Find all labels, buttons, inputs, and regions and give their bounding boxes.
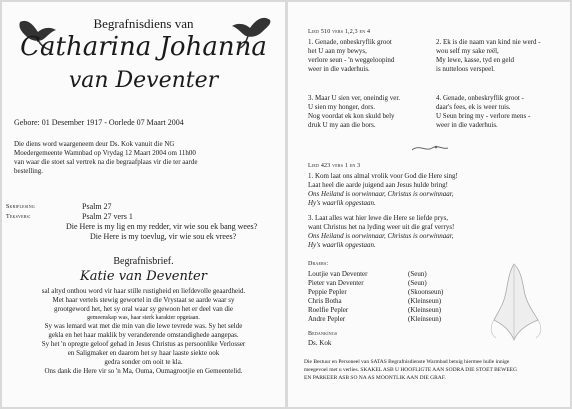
deceased-name-line1: Catharina Johanna <box>20 32 267 62</box>
bearer-name: Loutjie van Deventer <box>308 270 368 278</box>
service-line: Moedergemeente Wamnbad op Vrydag 12 Maart 2004 om 11h00 <box>14 149 196 157</box>
footer-line: EN PARKEER ASB SO NA AS MOONTLIK AAN DIE GRAF. <box>304 375 446 381</box>
obituary-text <box>2 287 285 376</box>
obituary-line: en Saligmaker en daarom het sy haar laaste siekte ook <box>67 349 220 357</box>
hymn1-verse4 <box>436 94 531 129</box>
service-info <box>14 140 197 176</box>
bearer-row <box>308 288 443 297</box>
verse-line: 2. Ek is die naam van kind nie werd - <box>436 38 541 46</box>
hymn1-verse3 <box>308 94 401 129</box>
hymn2-verse3 <box>308 214 454 250</box>
bearer-name: Pieter van Deventer <box>308 279 364 287</box>
obituary-line: sal altyd onthou word vir haar stille rustigheid en liefdevolle geaardheid. <box>41 287 246 295</box>
service-line: van waar die stoet sal vertrek na die begraafplaas vir die ter aarde <box>14 158 198 166</box>
heading: Begrafnisdiens van <box>93 16 194 31</box>
bearer-role: (Kleinseun) <box>408 297 442 305</box>
bearer-row <box>308 306 443 315</box>
verse-line: Nog voordat ek kon skuld bely <box>308 112 395 120</box>
hymn1-verse2 <box>436 38 541 74</box>
obituary-line: gekla en het haar maklik by veranderende omstandighede aangepas. <box>48 331 239 339</box>
flourish-divider-icon <box>410 142 450 154</box>
scripture-label: Skriflesing <box>6 204 35 210</box>
deceased-name-line2: van Deventer <box>68 68 219 93</box>
footer-notice <box>304 358 517 382</box>
right-page <box>288 2 570 407</box>
bearer-row <box>308 270 443 279</box>
bearer-name: Roelfie Pepler <box>308 306 349 314</box>
scripture-value: Psalm 27 <box>82 202 112 211</box>
bearer-role: (Kleinseun) <box>408 306 442 314</box>
bearer-row <box>308 315 443 324</box>
verse-line: Laat heel die aarde juigend aan Jesus hulde bring! <box>308 181 448 189</box>
praying-hands-icon <box>484 260 548 344</box>
bearers-list <box>308 270 443 324</box>
hymn1-verse1 <box>308 38 394 74</box>
text-value: Psalm 27 vers 1 <box>82 212 133 221</box>
obituary-name: Katie van Deventer <box>80 269 207 284</box>
footer-line: Die Bestuur en Personeel van SATAS Begrafnisdienste Warmbad betuig hiermee hulle innige <box>304 359 510 365</box>
obituary-line: gemeenskap was, haar sterk karakter opgetaan. <box>87 315 200 321</box>
verse-line: weer in die vaderhuis. <box>308 65 370 73</box>
refrain-line: Ons Heiland is oorwinnaar, Christus is oorwinnaar, <box>308 190 454 198</box>
obituary-line: Sy het 'n opregte geloof gehad in Jesus Christus as persoonlike Verlosser <box>41 340 246 348</box>
bearer-row <box>308 279 443 288</box>
obituary-line: Met haar vertels stewig gewortel in die Vrystaat se aarde waar sy <box>52 296 235 304</box>
verse-line: 3. Laat alles wat hier lewe die Here se liefde prys, <box>308 214 448 222</box>
verse-line: 1. Genade, onbeskryflik groot <box>308 38 392 46</box>
verse-line: weer in die vaderhuis. <box>436 121 498 129</box>
verse-line: wou self my sake reël, <box>436 47 499 55</box>
footer-line: meegevoel met u verlies. SKAKEL ASB U HOOFLIGTE AAN SODRA DIE STOET BEWEEG <box>304 367 518 373</box>
left-page <box>2 2 285 407</box>
text-line: Die Here is my lig en my redder, vir wie sou ek bang wees? <box>66 222 258 231</box>
obituary-heading: Begrafnisbrief. <box>113 256 174 267</box>
verse-line: My lewe, kasse, tyd en geld <box>436 56 514 64</box>
bearer-name: Chris Botha <box>308 297 342 305</box>
verse-line: is nutteloos verspeel. <box>436 65 495 73</box>
refrain-line: Hy's waarlik opgestaan. <box>308 241 376 249</box>
verse-line: U sien my honger, dors. <box>308 103 375 111</box>
verse-line: het U aan my bewys, <box>308 47 367 55</box>
hymn2-verse1 <box>308 172 458 208</box>
obituary-line: grootgeword het, het sy oral waar sy gewoon het er deel van die <box>53 305 234 313</box>
verse-line: 3. Maar U sien ver, oneindig ver. <box>308 94 401 102</box>
obituary-line: gedra sonder om ooit te kla. <box>104 358 183 366</box>
bearer-name: Peppie Pepler <box>308 288 347 296</box>
verse-line: want Christus het na lyding weer uit die graf verrys! <box>308 223 455 231</box>
birth-death-dates: Gebore: 01 Desember 1917 - Oorlede 07 Maart 2004 <box>14 118 184 127</box>
verse-line: druk U my aan die bors. <box>308 121 376 129</box>
refrain-line: Ons Heiland is oorwinnaar, Christus is oorwinnaar, <box>308 232 454 240</box>
bearer-role: (Seun) <box>408 270 427 278</box>
bearer-row <box>308 297 443 306</box>
obituary-line: Ons dank die Here vir so 'n Ma, Ouma, Oumagrootjie en Gemeentelid. <box>44 367 243 375</box>
text-label: Teksvers: <box>6 214 31 220</box>
bearer-role: (Skoonseun) <box>408 288 444 296</box>
bearer-role: (Seun) <box>408 279 427 287</box>
verse-line: U Seun bring my - verlore mens - <box>436 112 531 120</box>
verse-line: 1. Kom laat ons almal vrolik voor God die Here sing! <box>308 172 458 180</box>
refrain-line: Hy's waarlik opgestaan. <box>308 199 376 207</box>
hymn1-label: Lied 510 vers 1,2,3 en 4 <box>308 29 371 35</box>
thanks-label: Bedankings <box>308 331 338 337</box>
obituary-line: Sy was lemard wat met die min van die lewe tevrede was. Sy het selde <box>44 322 243 330</box>
thanks-value: Ds. Kok <box>308 339 332 347</box>
verse-line: verlore seun - 'n weggeloopind <box>308 56 395 64</box>
service-line: Die diens word waargeneem deur Ds. Kok vanuit die NG <box>14 140 175 148</box>
verse-line: daar's fees, ek is weer tuis. <box>436 103 511 111</box>
hymn2-label: Lied 423 vers 1 en 3 <box>308 163 361 169</box>
bearers-label: Draers: <box>308 261 329 267</box>
verse-line: 4. Genade, onbeskryflik groot - <box>436 94 524 102</box>
text-line: Die Here is my toevlug, vir wie sou ek vrees? <box>90 232 237 241</box>
bearer-role: (Kleinseun) <box>408 315 442 323</box>
service-line: bestelling. <box>14 167 43 175</box>
bearer-name: Andre Pepler <box>308 315 346 323</box>
